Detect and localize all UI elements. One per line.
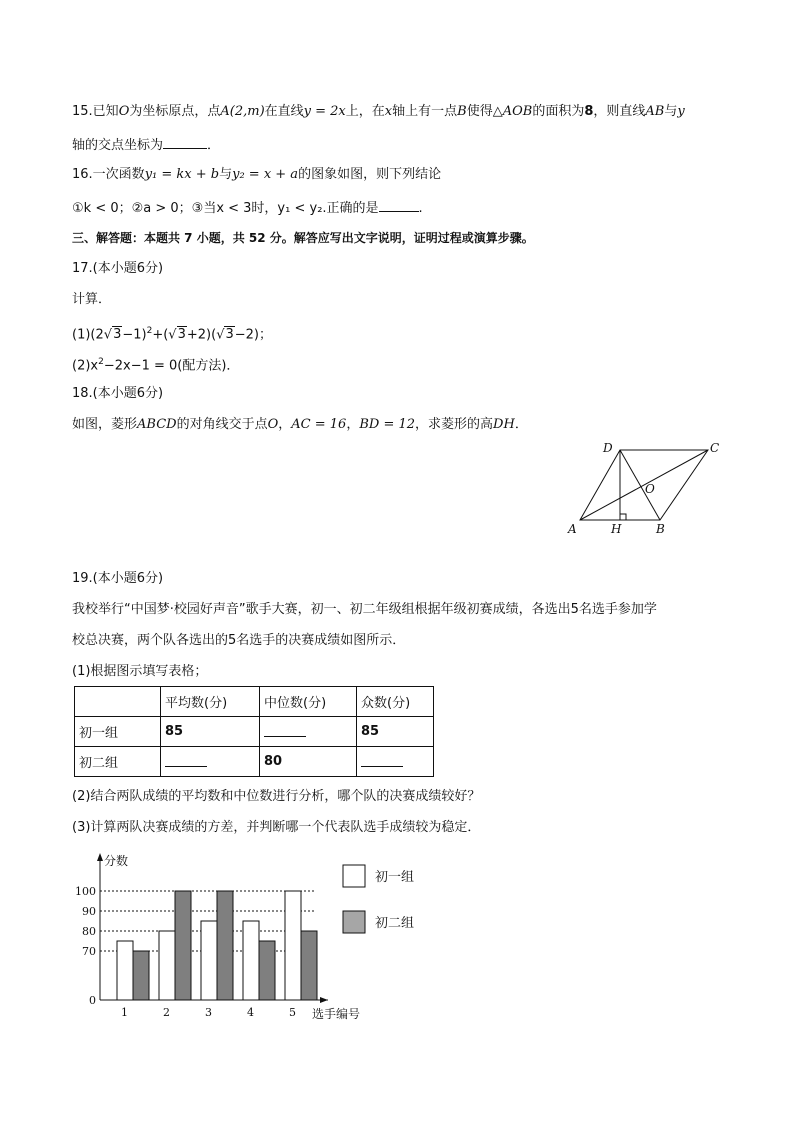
answer-blank[interactable] [163,135,207,149]
q18-text: 的对角线交于点 [176,417,268,432]
table-cell-label: 初二组 [75,747,161,777]
q15-line1 [72,103,685,121]
q18-math: O [267,417,279,432]
radicand: 3 [225,327,234,343]
q15-math-o: O [118,104,130,119]
legend-swatch-grade8 [343,911,365,933]
bar-grade8-player-5 [301,931,317,1000]
y-tick-label: 70 [82,945,96,958]
legend-swatch-grade7 [343,865,365,887]
label-a: A [568,522,577,536]
q18-math: AC = 16 [291,417,347,432]
q15-math-eq: y = 2x [303,104,346,119]
exponent: 2 [98,357,104,367]
table-cell-mean: 85 [161,717,260,747]
q15-math-y: y [677,104,685,119]
q17-text: +( [152,327,169,343]
right-angle-mark [620,514,626,520]
bar-grade7-player-1 [117,941,133,1000]
q17-text: −2x−1 = 0(配方法)． [103,358,240,374]
q16-text: .正确的是 [322,201,379,216]
answer-blank[interactable] [165,753,207,767]
bar-grade8-player-1 [133,951,149,1000]
q17-part2 [72,353,239,375]
q16-conclusions: ①k < 0；②a > 0；③当x < 3时，y₁ < y₂ [72,201,323,216]
table-cell-median[interactable] [260,717,357,747]
q18-title: 18.(本小题6分) [72,386,164,401]
q18-math: ABCD [137,417,177,432]
label-c: C [710,441,720,455]
bar-grade8-player-4 [259,941,275,1000]
q19-sub3: (3)计算两队决赛成绩的方差，并判断哪一个代表队选手成绩较为稳定． [72,820,481,835]
q17-text: (1)(2 [72,327,104,343]
table-cell-mean[interactable] [161,747,260,777]
bar-grade7-player-5 [285,891,301,1000]
table-cell-mode[interactable] [357,747,434,777]
q18-math: BD = 12 [359,417,416,432]
table-cell-median: 80 [260,747,357,777]
q19-text2: 校总决赛，两个队各选出的5名选手的决赛成绩如图所示． [72,633,406,648]
q15-text: 轴的交点坐标为 [72,138,164,153]
q19-sub1: (1)根据图示填写表格； [72,664,208,679]
q15-math-x: x [384,104,393,119]
q15-text: 的面积为 [532,104,585,119]
table-cell-label: 初一组 [75,717,161,747]
q15-text: 使得 [466,104,493,119]
table-header-row [75,687,434,717]
q17-text: +2)( [186,327,217,343]
table-header: 众数(分) [357,687,434,717]
q15-text: 轴上有一点 [392,104,458,119]
q15-text: 在直线 [264,104,304,119]
exponent: 2 [146,326,153,336]
q18-text: ， [278,417,292,432]
q15-text: 与 [664,104,678,119]
q15-text: ． [207,138,221,153]
q18-text [72,416,528,434]
diagonal-ac [580,450,708,520]
q16-line2 [72,198,423,218]
score-table [74,686,434,777]
bar-grade7-player-3 [201,921,217,1000]
q17-title: 17.(本小题6分) [72,261,164,276]
q17-text: −1) [122,327,147,343]
x-tick-label: 5 [289,1006,296,1019]
y-tick-label: 90 [82,905,96,918]
q17-text: −2)； [234,327,273,343]
q15-text: 为坐标原点，点 [129,104,221,119]
q18-text: 如图，菱形 [72,417,138,432]
q19-text1: 我校举行“中国梦·校园好声音”歌手大赛，初一、初二年级组根据年级初赛成绩，各选出5名选手参加学 [72,602,657,617]
label-o: O [645,482,655,496]
table-header: 中位数(分) [260,687,357,717]
table-header: 平均数(分) [161,687,260,717]
q16-text: . [418,201,423,216]
q15-math-a: A(2,m) [220,104,265,119]
legend-label: 初二组 [375,916,415,931]
section-heading: 三、解答题：本题共 7 小题，共 52 分。解答应写出文字说明，证明过程或演算步骤。 [72,231,534,245]
label-d: D [603,441,613,455]
q18-text: ，求菱形的高 [415,417,494,432]
answer-blank[interactable] [361,753,403,767]
table-row [75,717,434,747]
q18-text: ． [514,417,528,432]
bar-grade8-player-3 [217,891,233,1000]
q17-text: (2)x [72,358,99,374]
legend-label: 初一组 [375,870,415,885]
q16-math-y2: y₂ = x + a [232,167,299,182]
q16-text: 16.一次函数 [72,167,145,182]
bar-chart [60,845,440,1025]
q16-math-y1: y₁ = kx + b [144,167,220,182]
x-tick-label: 2 [163,1006,170,1019]
q15-math-b: B [457,104,467,119]
answer-blank[interactable] [264,723,306,737]
answer-blank[interactable] [379,198,419,212]
y-tick-label: 0 [89,994,96,1007]
q16-text: 与 [219,167,233,182]
y-tick-label: 100 [75,885,96,898]
q15-math-tri: △AOB [492,104,533,119]
q17-intro: 计算． [72,292,112,307]
y-axis-arrow [97,853,103,861]
q15-area: 8 [584,104,594,119]
q15-text: 15.已知 [72,104,119,119]
q19-title: 19.(本小题6分) [72,571,164,586]
q18-text: ， [346,417,360,432]
label-h: H [611,522,622,536]
q15-math-ab: AB [645,104,665,119]
x-tick-label: 3 [205,1006,212,1019]
q18-math: DH [493,417,515,432]
q17-part1: $(1)(2√3-1)^2+(√3+2)(√3-2)$； [72,326,273,343]
q15-text: 上，在 [345,104,385,119]
label-b: B [656,522,665,536]
bar-grade7-player-2 [159,931,175,1000]
table-row [75,747,434,777]
y-axis-title: 分数 [104,854,129,868]
radicand: 3 [177,327,186,343]
q15-text: ，则直线 [593,104,646,119]
x-tick-label: 4 [247,1006,254,1019]
q16-line1 [72,166,441,184]
rhombus-figure [560,436,730,540]
x-tick-label: 1 [121,1006,128,1019]
bar-grade7-player-4 [243,921,259,1000]
q19-sub2: (2)结合两队成绩的平均数和中位数进行分析，哪个队的决赛成绩较好？ [72,789,481,804]
x-axis-title: 选手编号 [312,1007,361,1021]
q16-text: 的图象如图，则下列结论 [298,167,442,182]
bar-grade8-player-2 [175,891,191,1000]
radicand: 3 [113,327,122,343]
table-cell-mode: 85 [357,717,434,747]
x-axis-arrow [320,997,328,1003]
q15-line2 [72,135,220,155]
table-header [75,687,161,717]
y-tick-label: 80 [82,925,96,938]
